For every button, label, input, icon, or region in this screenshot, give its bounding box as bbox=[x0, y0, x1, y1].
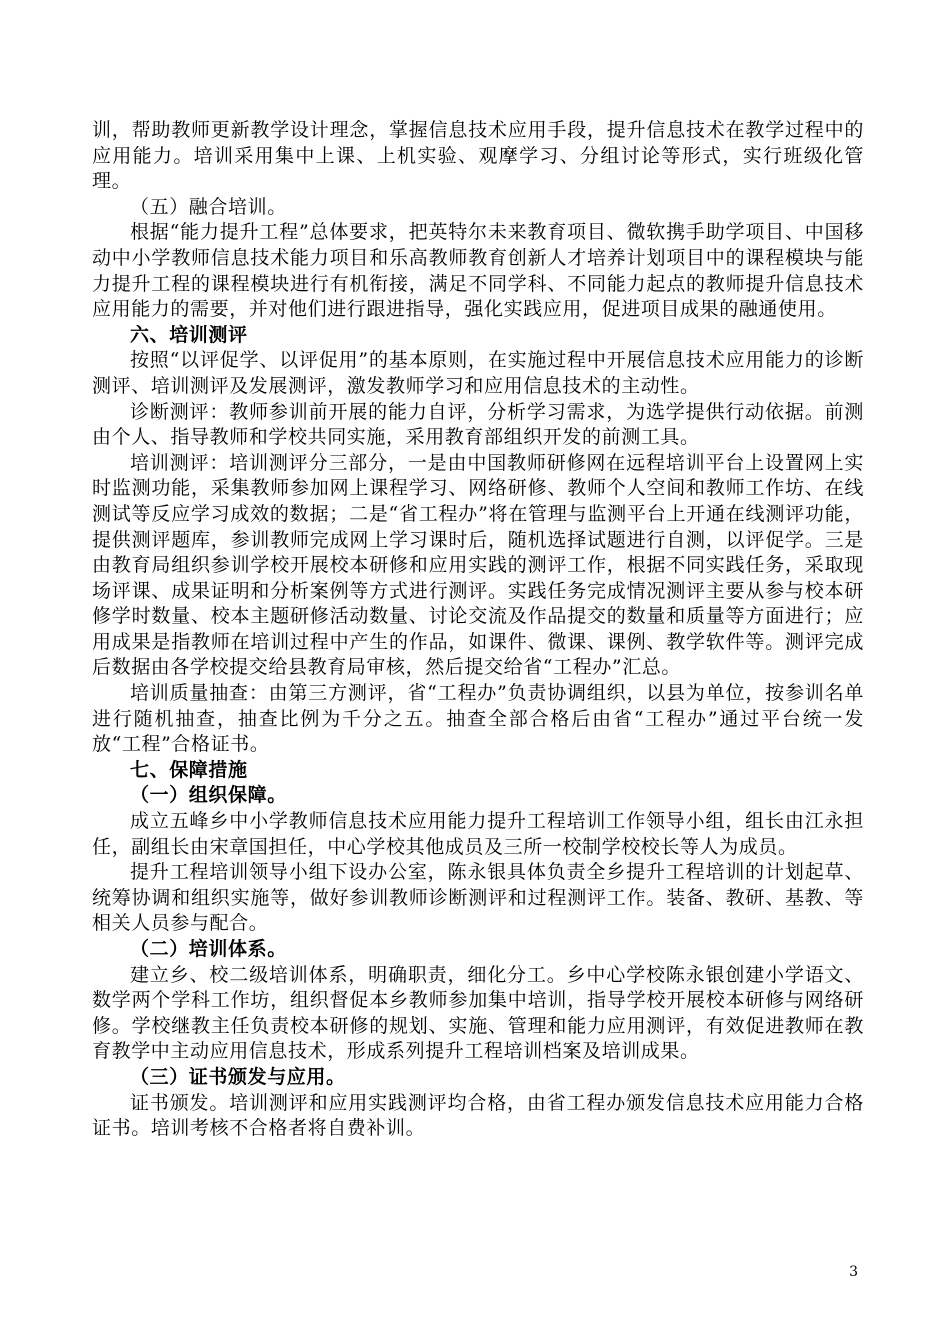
subheading-organization: （一）组织保障。 bbox=[130, 784, 287, 807]
paragraph-evaluation-principle: 按照“以评促学、以评促用”的基本原则，在实施过程中开展信息技术应用能力的诊断测评、培训测评及发展测评，激发教师学习和应用信息技术的主动性。 bbox=[92, 349, 864, 397]
subheading-fusion-training: （五）融合培训。 bbox=[130, 195, 287, 218]
paragraph-office: 提升工程培训领导小组下设办公室，陈永银具体负责全乡提升工程培训的计划起草、统筹协调和组织实施等，做好参训教师诊断测评和过程测评工作。装备、教研、基教、等相关人员参与配合。 bbox=[92, 861, 864, 935]
document-body bbox=[92, 118, 864, 1142]
paragraph-quality-check: 培训质量抽查：由第三方测评，省“工程办”负责协调组织，以县为单位，按参训名单进行随机抽查，抽查比例为千分之五。抽查全部合格后由省“工程办”通过平台统一发放“工程”合格证书。 bbox=[92, 682, 864, 756]
subheading-certificates: （三）证书颁发与应用。 bbox=[130, 1065, 346, 1088]
paragraph-fusion-training: 根据“能力提升工程”总体要求，把英特尔未来教育项目、微软携手助学项目、中国移动中小学教师信息技术能力项目和乐高教师教育创新人才培养计划项目中的课程模块与能力提升工程的课程模块进行有机衔接，满足不同学科、不同能力起点的教师提升信息技术应用能力的需要，并对他们进行跟进指导，强化实践应用，促进项目成果的融通使用。 bbox=[92, 221, 864, 321]
paragraph-certificates: 证书颁发。培训测评和应用实践测评均合格，由省工程办颁发信息技术应用能力合格证书。培训考核不合格者将自费补训。 bbox=[92, 1091, 864, 1140]
paragraph-training-system: 建立乡、校二级培训体系，明确职责，细化分工。乡中心学校陈永银创建小学语文、数学两个学科工作坊，组织督促本乡教师参加集中培训，指导学校开展校本研修与网络研修。学校继教主任负责校本研修的规划、实施、管理和能力应用测评，有效促进教师在教育教学中主动应用信息技术，形成系列提升工程培训档案及培训成果。 bbox=[92, 963, 864, 1063]
paragraph-leadership-group: 成立五峰乡中小学教师信息技术应用能力提升工程培训工作领导小组，组长由江永担任，副组长由宋章国担任，中心学校其他成员及三所一校制学校校长等人为成员。 bbox=[92, 810, 864, 858]
section-heading-safeguards: 七、保障措施 bbox=[130, 758, 248, 781]
paragraph-training-evaluation: 培训测评：培训测评分三部分，一是由中国教师研修网在远程培训平台上设置网上实时监测功能，采集教师参加网上课程学习、网络研修、教师个人空间和教师工作坊、在线测试等反应学习成效的数据；二是“省工程办”将在管理与监测平台上开通在线测评功能，提供测评题库，参训教师完成网上学习课时后，随机选择试题进行自测，以评促学。三是由教育局组织参训学校开展校本研修和应用实践的测评工作，根据不同实践任务，采取现场评课、成果证明和分析案例等方式进行测评。实践任务完成情况测评主要从参与校本研修学时数量、校本主题研修活动数量、讨论交流及作品提交的数量和质量等方面进行；应用成果是指教师在培训过程中产生的作品，如课件、微课、课例、教学软件等。测评完成后数据由各学校提交给县教育局审核，然后提交给省“工程办”汇总。 bbox=[92, 451, 864, 679]
page-number: 3 bbox=[849, 1264, 858, 1280]
section-heading-training-evaluation: 六、培训测评 bbox=[130, 323, 248, 346]
subheading-training-system: （二）培训体系。 bbox=[130, 938, 287, 960]
paragraph-continuation: 训，帮助教师更新教学设计理念，掌握信息技术应用手段，提升信息技术在教学过程中的应用能力。培训采用集中上课、上机实验、观摩学习、分组讨论等形式，实行班级化管理。 bbox=[92, 119, 864, 193]
paragraph-diagnostic-evaluation: 诊断测评：教师参训前开展的能力自评，分析学习需求，为选学提供行动依据。前测由个人、指导教师和学校共同实施，采用教育部组织开发的前测工具。 bbox=[92, 400, 864, 449]
